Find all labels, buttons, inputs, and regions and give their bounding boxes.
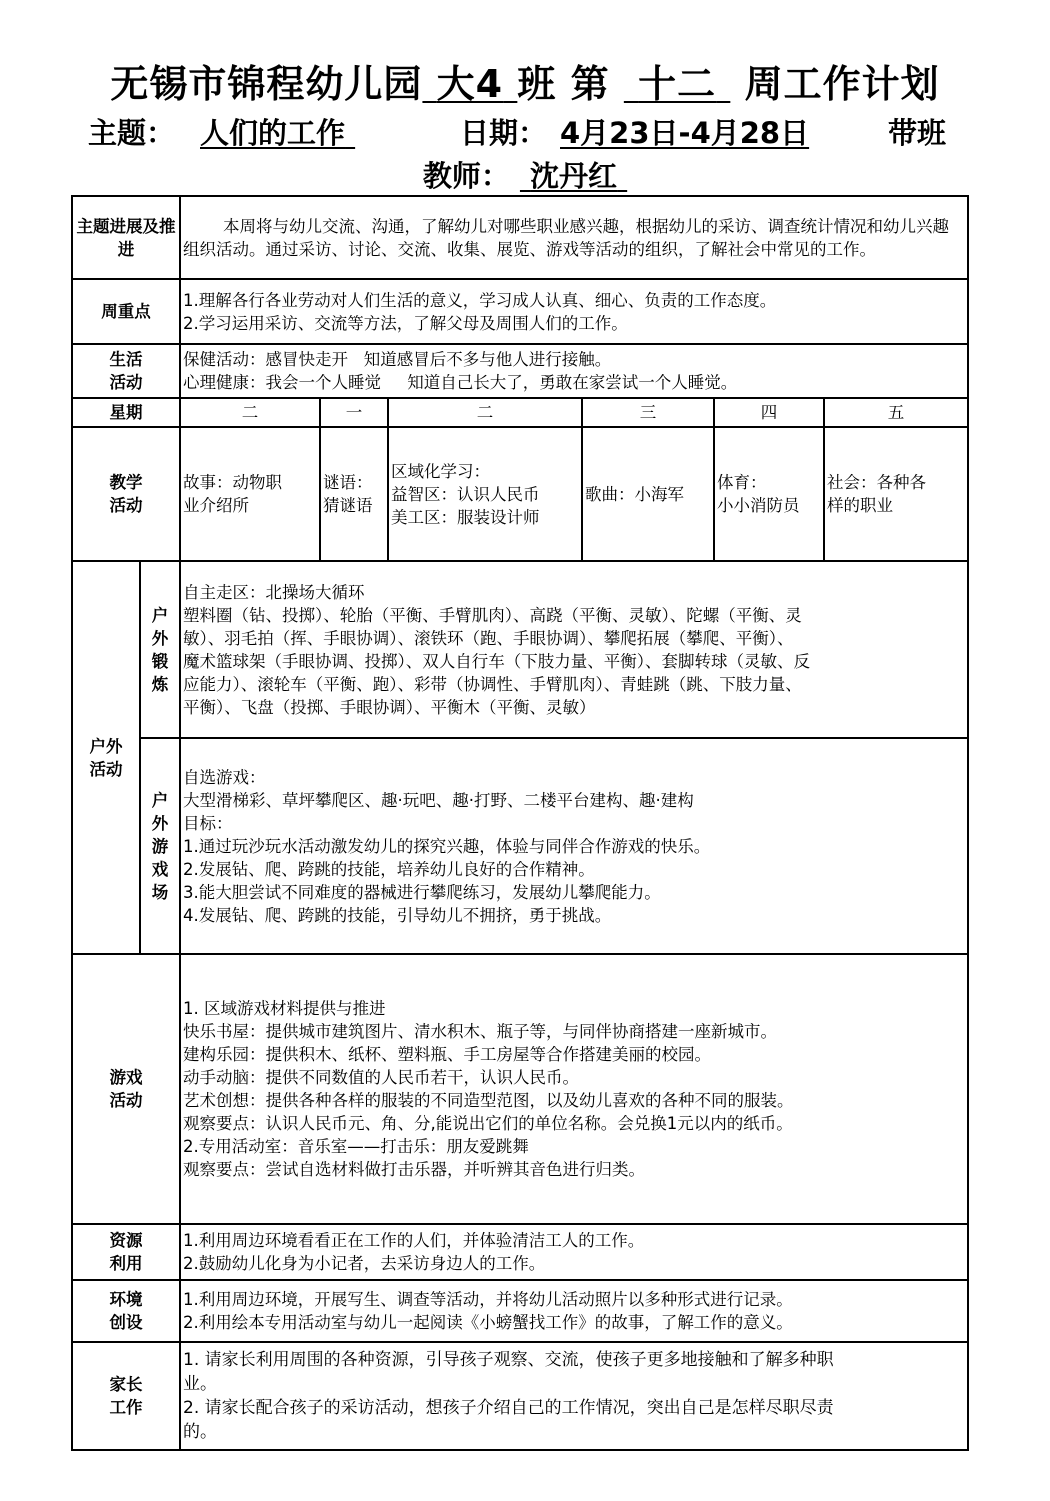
teaching-cell: 社会：各种各 样的职业 [824, 427, 968, 561]
plan-title [0, 58, 1050, 110]
kindergarten-name: 无锡市锦程幼儿园 [110, 62, 423, 106]
teaching-cell: 谜语： 猜谜语 [320, 427, 388, 561]
weekday-cell: 一 [320, 398, 388, 427]
resource-row [72, 1224, 968, 1280]
teacher-line [0, 156, 1050, 196]
parent-work-row [72, 1342, 968, 1450]
weekly-plan-table [71, 195, 969, 1451]
teaching-cell: 故事：动物职 业介绍所 [180, 427, 320, 561]
title-suffix: 周工作计划 [744, 62, 940, 106]
outdoor-exercise-text: 自主走区：北操场大循环 塑料圈（钻、投掷）、轮胎（平衡、手臂肌肉）、高跷（平衡、灵敏）、陀螺（平衡、灵 敏）、羽毛拍（挥、手眼协调）、滚铁环（跑、手眼协调）、攀爬拓展（攀爬、平衡）、 魔术篮球架（手眼协调、投掷）、双人自行车（下肢力量、平衡）、套脚转球（灵敏、反 应能力）、滚轮车（平衡、跑）、彩带（协调性、手臂肌肉）、青蛙跳（跳、下肢力量、 平衡）、飞盘（投掷、手眼协调）、平衡木（平衡、灵敏） [180, 561, 968, 738]
life-activity-row [72, 344, 968, 398]
teaching-cell: 体育： 小小消防员 [714, 427, 824, 561]
theme-progress-label: 主题进展及推进 [72, 196, 180, 279]
teaching-cell: 区域化学习： 益智区：认识人民币 美工区：服装设计师 [388, 427, 582, 561]
class-value: 大4 [436, 62, 504, 106]
week-value: 十二 [638, 62, 717, 106]
outdoor-playground-label: 户 外 游 戏 场 [140, 738, 180, 954]
game-activity-label: 游戏 活动 [72, 954, 180, 1224]
outdoor-playground-row [72, 738, 968, 954]
weekday-cell: 五 [824, 398, 968, 427]
weekday-cell: 二 [180, 398, 320, 427]
weekday-cell: 四 [714, 398, 824, 427]
game-activity-text: 1. 区域游戏材料提供与推进 快乐书屋：提供城市建筑图片、清水积木、瓶子等，与同伴协商搭建一座新城市。 建构乐园：提供积木、纸杯、塑料瓶、手工房屋等合作搭建美丽的校园。 动手动脑：提供不同数值的人民币若干，认识人民币。 艺术创想：提供各种各样的服装的不同造型范图，以及幼儿喜欢的各种不同的服装。 观察要点：认识人民币元、角、分,能说出它们的单位名称。会兑换1元以内的纸币。 2.专用活动室：音乐室——打击乐：朋友爱跳舞 观察要点：尝试自选材料做打击乐器，并听辨其音色进行归类。 [180, 954, 968, 1224]
life-activity-label: 生活 活动 [72, 344, 180, 398]
week-focus-text: 1.理解各行各业劳动对人们生活的意义，学习成人认真、细心、负责的工作态度。 2.学习运用采访、交流等方法，了解父母及周围人们的工作。 [180, 279, 968, 344]
theme-progress-row [72, 196, 968, 279]
date-label: 日期： [460, 116, 548, 150]
parent-work-text: 1. 请家长利用周围的各种资源，引导孩子观察、交流，使孩子更多地接触和了解多种职 业。 2. 请家长配合孩子的采访活动，想孩子介绍自己的工作情况，突出自己是怎样尽职尽责 的。 [180, 1342, 968, 1450]
game-activity-row [72, 954, 968, 1224]
teaching-activity-row [72, 427, 968, 561]
outdoor-exercise-row [72, 561, 968, 738]
theme-progress-text: 本周将与幼儿交流、沟通，了解幼儿对哪些职业感兴趣，根据幼儿的采访、调查统计情况和幼儿兴趣组织活动。通过采访、讨论、交流、收集、展览、游戏等活动的组织，了解社会中常见的工作。 [180, 196, 968, 279]
teacher-label-part1: 带班 [888, 116, 947, 150]
teaching-activity-label: 教学 活动 [72, 427, 180, 561]
date-value: 4月23日-4月28日 [560, 116, 810, 150]
theme-value: 人们的工作 [200, 116, 346, 150]
resource-label: 资源 利用 [72, 1224, 180, 1280]
life-activity-text: 保健活动：感冒快走开 知道感冒后不多与他人进行接触。 心理健康：我会一个人睡觉 知道自己长大了，勇敢在家尝试一个人睡觉。 [180, 344, 968, 398]
weekday-row [72, 398, 968, 427]
teacher-name: 沈丹红 [530, 159, 618, 193]
environment-text: 1.利用周边环境，开展写生、调查等活动，并将幼儿活动照片以多种形式进行记录。 2.利用绘本专用活动室与幼儿一起阅读《小螃蟹找工作》的故事，了解工作的意义。 [180, 1280, 968, 1342]
week-focus-row [72, 279, 968, 344]
outdoor-activity-label: 户外 活动 [72, 561, 140, 954]
outdoor-exercise-label: 户 外 锻 炼 [140, 561, 180, 738]
weekday-cell: 二 [388, 398, 582, 427]
environment-label: 环境 创设 [72, 1280, 180, 1342]
parent-work-label: 家长 工作 [72, 1342, 180, 1450]
class-suffix: 班 [517, 62, 557, 106]
teaching-cell: 歌曲：小海军 [582, 427, 714, 561]
environment-row [72, 1280, 968, 1342]
teacher-label-part2: 教师： [422, 159, 510, 193]
weekday-cell: 三 [582, 398, 714, 427]
week-label: 第 [570, 62, 610, 106]
week-focus-label: 周重点 [72, 279, 180, 344]
weekday-label: 星期 [72, 398, 180, 427]
outdoor-playground-text: 自选游戏： 大型滑梯彩、草坪攀爬区、趣·玩吧、趣·打野、二楼平台建构、趣·建构 目标： 1.通过玩沙玩水活动激发幼儿的探究兴趣，体验与同伴合作游戏的快乐。 2.发展钻、爬、跨跳的技能，培养幼儿良好的合作精神。 3.能大胆尝试不同难度的器械进行攀爬练习，发展幼儿攀爬能力。 4.发展钻、爬、跨跳的技能，引导幼儿不拥挤，勇于挑战。 [180, 738, 968, 954]
theme-label: 主题： [88, 116, 176, 150]
resource-text: 1.利用周边环境看看正在工作的人们，并体验清洁工人的工作。 2.鼓励幼儿化身为小记者，去采访身边人的工作。 [180, 1224, 968, 1280]
